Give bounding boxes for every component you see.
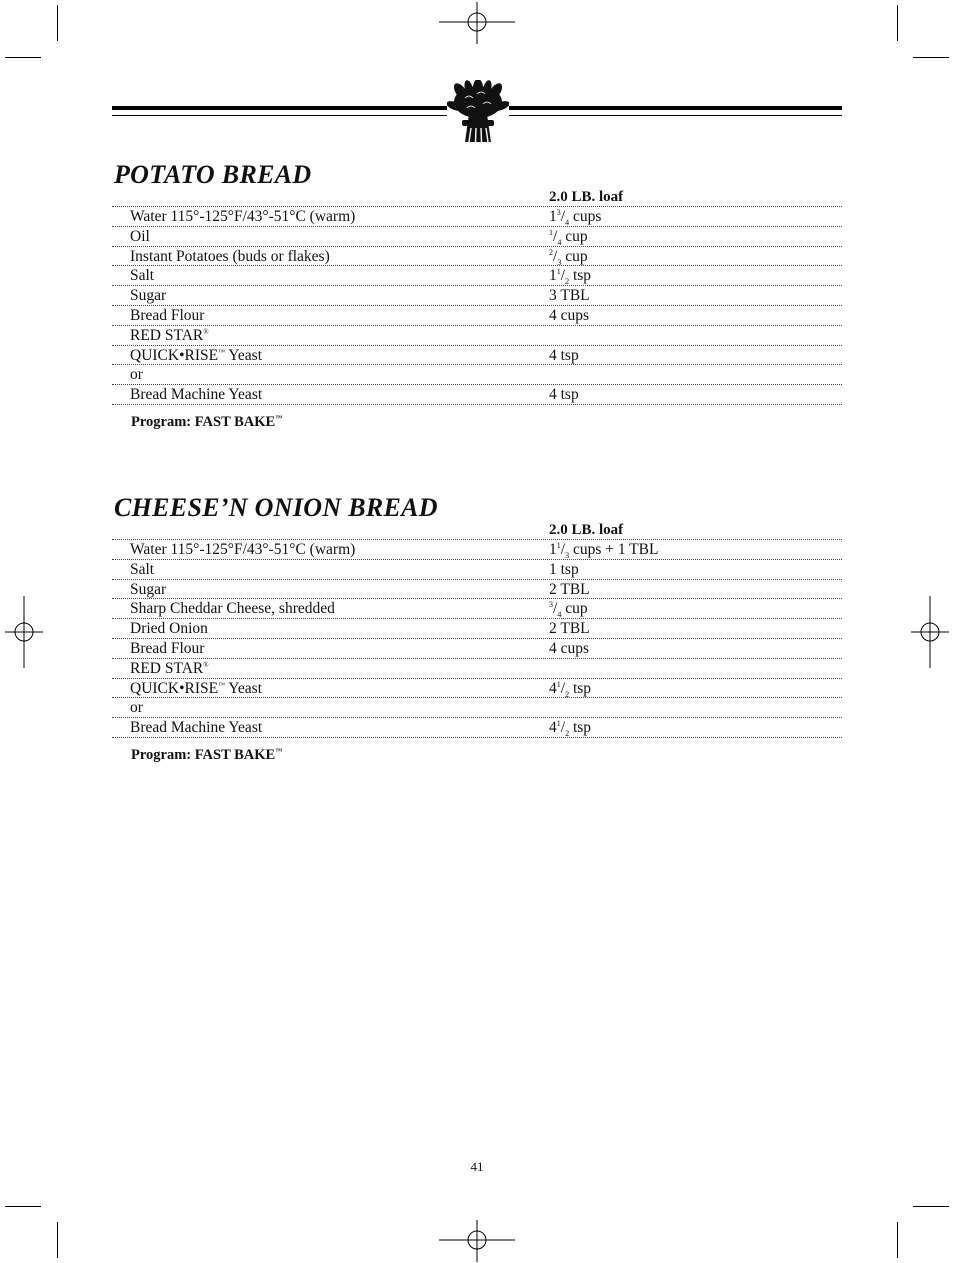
ingredient-row [112,659,842,679]
trademark-mark: ® [203,660,209,669]
ingredient-row [112,619,842,639]
ingredient-name [130,346,262,365]
amount-unit: cups [572,208,602,225]
amount-text: 4 tsp [549,346,579,364]
fraction-slash: / [560,208,566,225]
loaf-size-header: 2.0 LB. loaf [549,189,624,205]
ingredient-row [112,639,842,659]
fraction-numerator: 1 [556,267,561,277]
trademark-mark: ™ [275,747,283,756]
ingredient-amount [549,599,588,618]
ingredient-label: Sugar [130,287,167,305]
ingredient-amount [549,639,589,658]
fraction-slash: / [560,679,566,697]
fraction-denominator: 4 [557,610,562,620]
crop-mark [5,57,41,58]
amount-text: 1 tsp [549,560,579,578]
registration-crosshair-icon [437,0,517,45]
crop-mark [913,57,949,58]
crop-mark [897,1222,898,1258]
trademark-mark: ™ [218,680,225,689]
ingredient-name [130,580,166,599]
ingredient-name [130,659,209,678]
fraction-numerator: 1 [556,679,561,689]
ingredient-name [130,679,262,698]
ingredient-label: Bread Machine Yeast [130,386,263,404]
ingredient-amount [549,580,590,599]
ingredient-row [112,679,842,699]
amount-whole: 4 [549,679,557,697]
fraction-slash: / [560,541,566,558]
ingredient-row [112,227,842,247]
ingredients-table [112,206,842,405]
ingredient-amount [549,679,591,698]
ingredient-row [112,286,842,306]
ingredient-row [112,326,842,346]
fraction-slash: / [553,227,558,245]
trademark-mark: ™ [218,347,225,356]
ingredient-name [130,306,204,325]
ingredient-row [112,385,842,405]
amount-unit: cup [565,600,588,618]
ingredient-name [130,266,154,285]
fraction-numerator: 1 [549,227,553,237]
ingredient-name [130,639,204,658]
program-line [131,414,282,431]
fraction-denominator: 2 [565,277,570,287]
ingredient-name [130,560,154,579]
ingredient-row [112,247,842,267]
ingredient-label: Bread Flour [130,639,205,657]
registration-crosshair-icon [437,1218,517,1263]
crop-mark [57,5,58,41]
amount-text: 2 TBL [549,620,590,638]
ingredients-table [112,539,842,738]
trademark-mark: ® [203,327,209,336]
ingredient-amount [549,718,591,737]
amount-unit: cup [565,227,588,245]
program-label: Program: FAST BAKE [131,414,276,430]
fraction-numerator: 3 [556,207,561,217]
fraction-denominator: 2 [565,729,570,739]
amount-whole: 1 [549,208,557,225]
ingredient-label: Sugar [130,580,167,598]
ingredient-row [112,698,842,718]
ingredient-label: RED STAR [130,326,204,344]
ingredient-amount [549,286,590,305]
ingredient-row [112,266,842,286]
ingredient-row [112,206,842,227]
ingredient-suffix: Yeast [224,346,263,364]
ingredient-amount [549,385,579,404]
amount-text: 4 cups [549,639,590,657]
ingredient-row [112,365,842,385]
ingredient-amount [549,247,588,266]
ingredient-name [130,247,330,266]
registration-crosshair-icon [3,594,45,670]
amount-text: 2 TBL [549,580,590,598]
ingredient-row [112,346,842,366]
amount-whole: 1 [549,267,557,285]
ingredient-amount [549,619,590,638]
fraction-denominator: 3 [565,551,570,561]
ingredient-label: Salt [130,267,155,285]
amount-text: 3 TBL [549,287,590,305]
wheat-sheaf-icon [447,80,509,148]
ingredient-name [130,326,209,345]
ingredient-label: Sharp Cheddar Cheese, shredded [130,600,335,618]
fraction-denominator: 2 [565,689,570,699]
fraction-slash: / [553,247,558,265]
ingredient-row [112,560,842,580]
ingredient-name [130,286,166,305]
ingredient-label: Bread Machine Yeast [130,719,263,737]
fraction-numerator: 2 [549,247,553,257]
amount-text: 4 cups [549,306,590,324]
amount-whole: 1 [549,541,557,558]
fraction-numerator: 1 [556,719,561,729]
ingredient-name [130,619,208,638]
recipe-title: CHEESE’N ONION BREAD [114,493,438,522]
ingredient-amount [549,227,588,246]
ingredient-label: Water 115°-125°F/43°-51°C (warm) [130,541,356,558]
ingredient-label: Instant Potatoes (buds or flakes) [130,247,330,265]
fraction-denominator: 4 [565,218,570,228]
registration-crosshair-icon [909,594,951,670]
ingredient-name [130,365,143,384]
loaf-size-header: 2.0 LB. loaf [549,522,624,538]
ingredient-name [130,698,143,717]
ingredient-amount [549,207,601,226]
ingredient-amount [549,306,589,325]
ingredient-label: or [130,699,143,717]
ingredient-label: Bread Flour [130,306,205,324]
amount-unit: cups + 1 TBL [572,541,659,558]
ingredient-amount [549,540,658,559]
ingredient-name [130,227,150,246]
fraction-denominator: 3 [557,257,562,267]
amount-unit: tsp [572,679,592,697]
fraction-numerator: 1 [556,540,561,550]
ingredient-row [112,599,842,619]
crop-mark [5,1206,41,1207]
ingredient-name [130,207,355,226]
ingredient-label: QUICK•RISE [130,679,219,697]
amount-text: 4 tsp [549,386,579,404]
amount-whole: 4 [549,719,557,737]
page-number: 41 [470,1159,484,1174]
fraction-slash: / [560,267,566,285]
ingredient-name [130,540,355,559]
program-line [131,747,282,764]
fraction-numerator: 3 [549,600,553,610]
ingredient-row [112,718,842,738]
ingredient-label: Salt [130,560,155,578]
ingredient-label: or [130,366,143,384]
ingredient-row [112,306,842,326]
ingredient-suffix: Yeast [224,679,263,697]
amount-unit: cup [565,247,588,265]
crop-mark [897,5,898,41]
ingredient-row [112,539,842,560]
fraction-denominator: 4 [557,237,562,247]
ingredient-amount [549,266,591,285]
amount-unit: tsp [572,719,592,737]
crop-mark [57,1222,58,1258]
ingredient-amount [549,346,579,365]
ingredient-name [130,599,335,618]
recipe-title: POTATO BREAD [114,160,312,189]
ingredient-label: RED STAR [130,659,204,677]
ingredient-label: QUICK•RISE [130,346,219,364]
program-label: Program: FAST BAKE [131,747,276,763]
ingredient-row [112,580,842,600]
amount-unit: tsp [572,267,592,285]
crop-mark [913,1206,949,1207]
fraction-slash: / [560,719,566,737]
ingredient-label: Dried Onion [130,620,208,638]
ingredient-name [130,385,262,404]
ingredient-amount [549,560,579,579]
trademark-mark: ™ [275,414,283,423]
ingredient-label: Water 115°-125°F/43°-51°C (warm) [130,208,356,225]
ingredient-label: Oil [130,227,150,245]
ingredient-name [130,718,262,737]
fraction-slash: / [553,600,558,618]
